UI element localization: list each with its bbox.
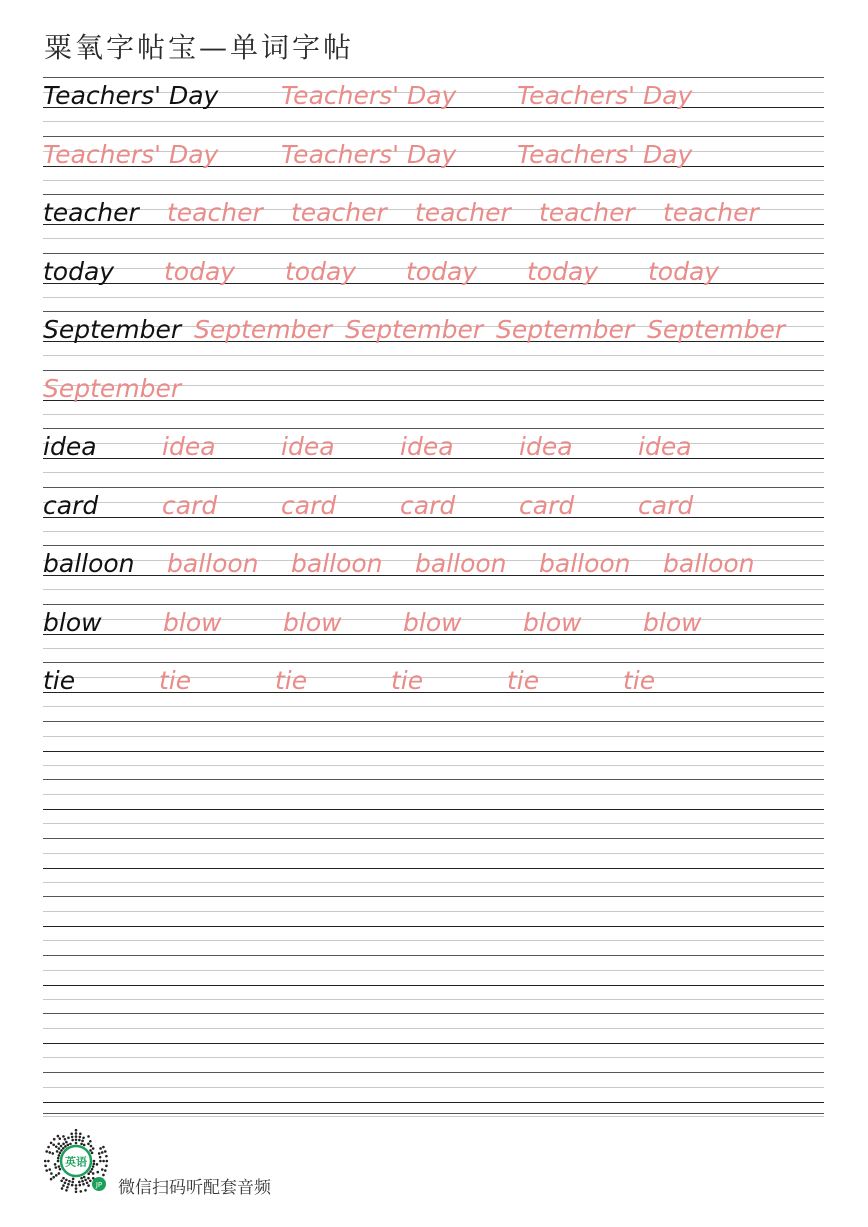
guide-line-top (43, 721, 824, 722)
trace-word: balloon (291, 549, 383, 578)
guide-line-base (43, 1043, 824, 1044)
trace-word: card (400, 490, 456, 520)
practice-row (43, 662, 824, 721)
guide-line-low (43, 414, 824, 415)
guide-line-top (43, 955, 824, 956)
guide-line-top (43, 838, 824, 839)
trace-word: card (281, 490, 337, 520)
guide-line-low (43, 823, 824, 824)
trace-word: blow (163, 607, 222, 637)
practice-row (43, 428, 824, 487)
trace-word: today (406, 256, 478, 286)
guide-line-low (43, 882, 824, 883)
guide-line-base (43, 985, 824, 986)
model-word: tie (43, 666, 76, 695)
trace-word: September (647, 315, 786, 344)
trace-word: card (519, 490, 575, 520)
guide-line-base (43, 1102, 824, 1103)
practice-sheet (43, 77, 824, 1130)
trace-word: tie (507, 666, 540, 695)
guide-line-top (43, 487, 824, 488)
guide-line-top (43, 545, 824, 546)
trace-word: balloon (539, 549, 631, 578)
guide-line-top (43, 779, 824, 780)
trace-word: tie (623, 666, 656, 695)
trace-word: balloon (167, 549, 259, 578)
trace-word: balloon (663, 549, 755, 578)
model-word: idea (43, 432, 97, 461)
practice-row (43, 545, 824, 604)
guide-line-low (43, 999, 824, 1000)
model-word: card (43, 490, 99, 520)
guide-line-mid (43, 853, 824, 854)
trace-word: today (648, 256, 720, 286)
trace-word: September (43, 373, 182, 403)
trace-word: today (285, 256, 357, 286)
trace-word: idea (281, 432, 335, 461)
guide-line-low (43, 765, 824, 766)
guide-line-mid (43, 1087, 824, 1088)
model-word: blow (43, 607, 102, 637)
trace-word: September (345, 315, 484, 344)
trace-word: idea (519, 432, 573, 461)
guide-line-mid (43, 1028, 824, 1029)
guide-line-mid (43, 911, 824, 912)
guide-line-base (43, 809, 824, 810)
trace-word: tie (275, 666, 308, 695)
guide-line-top (43, 604, 824, 605)
trace-word: blow (283, 607, 342, 637)
practice-row (43, 194, 824, 253)
practice-row (43, 77, 824, 136)
blank-practice-row (43, 955, 824, 1014)
trace-word: September (194, 315, 333, 344)
trace-word: tie (159, 666, 192, 695)
qr-code[interactable] (42, 1127, 110, 1195)
guide-line-low (43, 940, 824, 941)
blank-practice-row (43, 1072, 824, 1131)
trace-word: Teachers' Day (281, 139, 457, 169)
blank-practice-row (43, 1013, 824, 1072)
model-word: Teachers' Day (43, 81, 219, 110)
trace-word: idea (638, 432, 692, 461)
trace-word: teacher (291, 198, 387, 227)
guide-line-low (43, 355, 824, 356)
guide-line-top (43, 370, 824, 371)
page-title: 粟氧字帖宝—单词字帖 (44, 31, 355, 64)
guide-line-low (43, 238, 824, 239)
trace-word: blow (403, 607, 462, 637)
guide-line-mid (43, 970, 824, 971)
footer (42, 1127, 442, 1199)
guide-line-low (43, 706, 824, 707)
trace-word: blow (643, 607, 702, 637)
practice-row (43, 487, 824, 546)
trace-word: teacher (167, 198, 263, 227)
trace-word: Teachers' Day (517, 139, 693, 169)
trace-word: tie (391, 666, 424, 695)
practice-row (43, 136, 824, 195)
blank-practice-row (43, 896, 824, 955)
guide-line-top (43, 662, 824, 663)
qr-badge-label: 英语 (65, 1155, 87, 1169)
guide-line-top (43, 1072, 824, 1073)
trace-word: teacher (663, 198, 759, 227)
guide-line-low (43, 589, 824, 590)
scan-instruction: 微信扫码听配套音频 (118, 1178, 271, 1198)
model-word: balloon (43, 549, 135, 578)
guide-line-base (43, 868, 824, 869)
guide-line-low (43, 648, 824, 649)
practice-row (43, 253, 824, 312)
guide-line-top (43, 311, 824, 312)
guide-line-low (43, 180, 824, 181)
guide-line-low (43, 531, 824, 532)
model-word: today (43, 256, 115, 286)
trace-word: today (164, 256, 236, 286)
model-word: September (43, 315, 182, 344)
blank-practice-row (43, 721, 824, 780)
guide-line-base (43, 926, 824, 927)
guide-line-top (43, 1013, 824, 1014)
trace-word: teacher (415, 198, 511, 227)
trace-word: teacher (539, 198, 635, 227)
closing-line (43, 1113, 824, 1114)
trace-word: today (527, 256, 599, 286)
trace-word: Teachers' Day (43, 139, 219, 169)
guide-line-top (43, 77, 824, 78)
guide-line-low (43, 1116, 824, 1117)
guide-line-top (43, 428, 824, 429)
blank-practice-row (43, 838, 824, 897)
guide-line-top (43, 253, 824, 254)
trace-word: card (162, 490, 218, 520)
model-word: teacher (43, 198, 139, 227)
trace-word: September (496, 315, 635, 344)
guide-line-mid (43, 736, 824, 737)
guide-line-top (43, 194, 824, 195)
practice-row (43, 311, 824, 370)
qr-corner-label: JP (95, 1181, 103, 1189)
guide-line-low (43, 297, 824, 298)
blank-practice-row (43, 779, 824, 838)
trace-word: Teachers' Day (517, 81, 693, 110)
guide-line-top (43, 896, 824, 897)
practice-row (43, 370, 824, 429)
guide-line-top (43, 136, 824, 137)
trace-word: card (638, 490, 694, 520)
trace-word: idea (400, 432, 454, 461)
trace-word: balloon (415, 549, 507, 578)
guide-line-low (43, 121, 824, 122)
guide-line-base (43, 751, 824, 752)
trace-word: Teachers' Day (281, 81, 457, 110)
guide-line-mid (43, 794, 824, 795)
guide-line-low (43, 472, 824, 473)
practice-row (43, 604, 824, 663)
trace-word: idea (162, 432, 216, 461)
guide-line-low (43, 1057, 824, 1058)
trace-word: blow (523, 607, 582, 637)
